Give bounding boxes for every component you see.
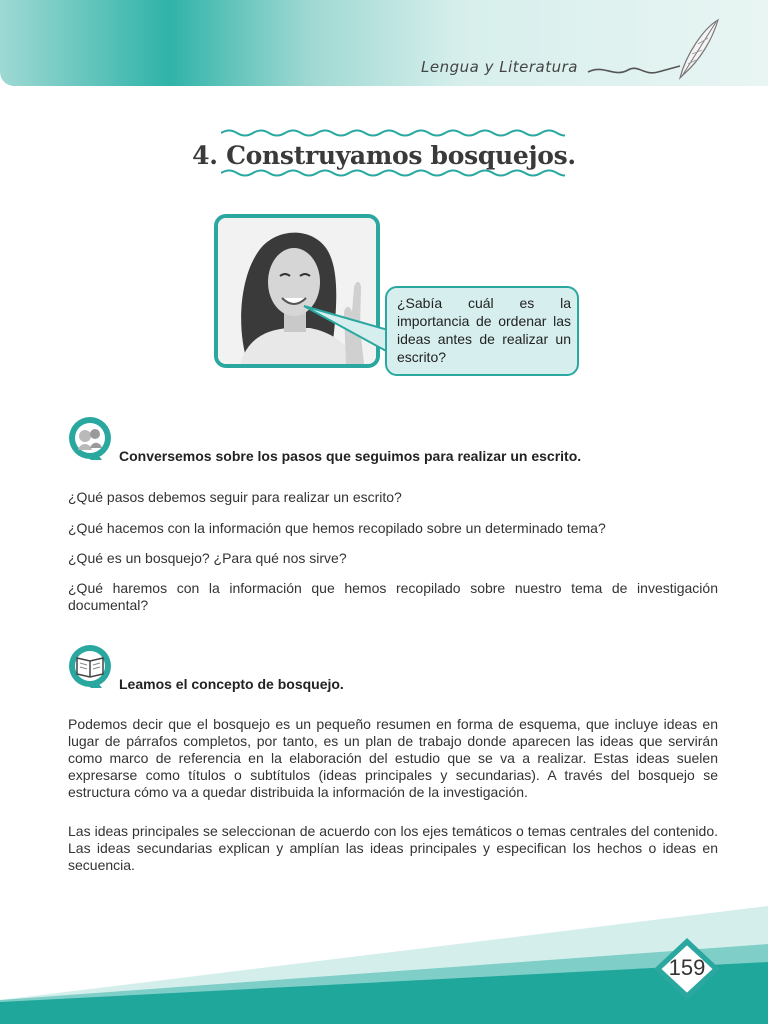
question-1: ¿Qué pasos debemos seguir para realizar un escrito? xyxy=(68,489,402,505)
question-3: ¿Qué es un bosquejo? ¿Para qué nos sirve? xyxy=(68,550,347,566)
title-wave-bottom xyxy=(221,168,565,178)
question-4: ¿Qué haremos con la información que hemos recopilado sobre nuestro tema de investigación documental? xyxy=(68,580,718,613)
section1-heading: Conversemos sobre los pasos que seguimos para realizar un escrito. xyxy=(119,448,582,464)
speech-bubble: ¿Sabía cuál es la importancia de ordenar las ideas antes de realizar un escrito? xyxy=(385,286,579,376)
page-number: 159 xyxy=(668,955,706,980)
page-title: 4. Construyamos bosquejos. xyxy=(192,141,576,170)
section2-heading: Leamos el concepto de bosquejo. xyxy=(119,676,344,692)
subject-label: Lengua y Literatura xyxy=(421,58,578,76)
quill-icon xyxy=(584,14,724,86)
title-wave-top xyxy=(221,128,565,138)
book-icon xyxy=(68,644,114,690)
paragraph-2: Las ideas principales se seleccionan de acuerdo con los ejes temáticos o temas centrales del contenido. Las ideas secundarias explican y amplían las ideas principales y especifican los hechos o ideas en secuencia. xyxy=(68,823,718,873)
chat-icon xyxy=(68,416,114,462)
question-2: ¿Qué hacemos con la información que hemos recopilado sobre un determinado tema? xyxy=(68,520,606,536)
paragraph-1: Podemos decir que el bosquejo es un pequeño resumen en forma de esquema, que incluye ideas en lugar de párrafos completos, por tanto, es un plan de trabajo donde aparecen las ideas que servirán como marco de referencia en la elaboración del estudio que se va a realizar. Estas ideas suelen expresarse como títulos o subtítulos (ideas principales y secundarias). A través del bosquejo se estructura cómo va a quedar distribuida la información de la investigación. xyxy=(68,716,718,800)
speech-bubble-tail xyxy=(300,300,392,360)
